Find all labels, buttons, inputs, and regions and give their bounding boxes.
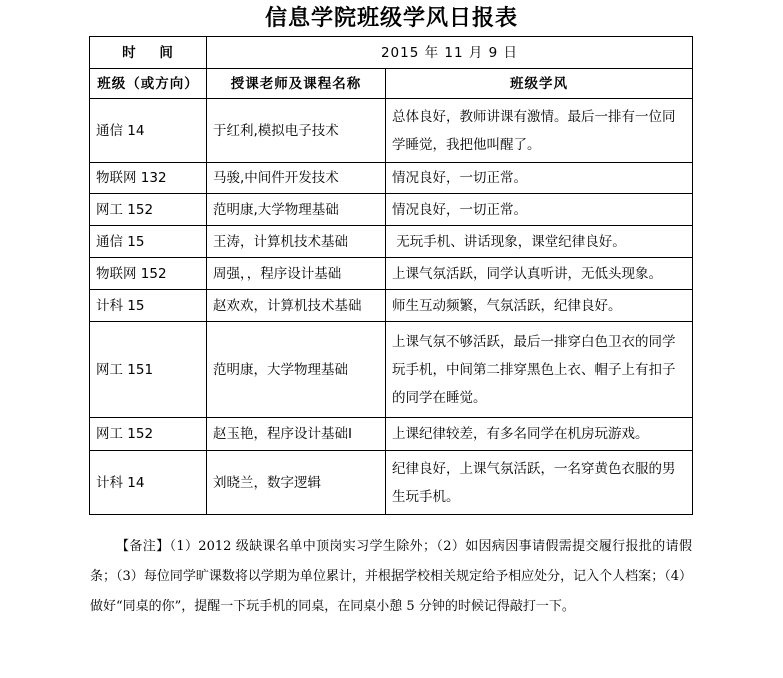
column-header-teacher-course: 授课老师及课程名称 bbox=[207, 69, 386, 99]
table-row bbox=[90, 194, 693, 226]
style-cell: 无玩手机、讲话现象，课堂纪律良好。 bbox=[386, 226, 693, 258]
page-title: 信息学院班级学风日报表 bbox=[264, 5, 518, 31]
class-cell: 计科 14 bbox=[90, 451, 207, 515]
style-cell: 纪律良好，上课气氛活跃，一名穿黄色衣服的男生玩手机。 bbox=[386, 451, 693, 515]
class-cell: 物联网 152 bbox=[90, 258, 207, 290]
column-header-row bbox=[90, 69, 693, 99]
style-cell: 上课气氛活跃，同学认真听讲，无低头现象。 bbox=[386, 258, 693, 290]
teacher-course-cell: 王涛，计算机技术基础 bbox=[207, 226, 386, 258]
teacher-course-cell: 刘晓兰，数字逻辑 bbox=[207, 451, 386, 515]
table-row bbox=[90, 290, 693, 322]
class-cell: 计科 15 bbox=[90, 290, 207, 322]
style-cell: 总体良好，教师讲课有激情。最后一排有一位同学睡觉，我把他叫醒了。 bbox=[386, 99, 693, 163]
style-cell: 上课纪律较差，有多名同学在机房玩游戏。 bbox=[386, 418, 693, 451]
class-cell: 网工 151 bbox=[90, 322, 207, 418]
time-row bbox=[90, 37, 693, 69]
teacher-course-cell: 范明康,大学物理基础 bbox=[207, 194, 386, 226]
table-row bbox=[90, 226, 693, 258]
teacher-course-cell: 马骏,中间件开发技术 bbox=[207, 163, 386, 194]
report-date: 2015 年 11 月 9 日 bbox=[207, 37, 693, 69]
teacher-course-cell: 赵玉艳，程序设计基础Ⅰ bbox=[207, 418, 386, 451]
table-row bbox=[90, 322, 693, 418]
style-cell: 师生互动频繁，气氛活跃，纪律良好。 bbox=[386, 290, 693, 322]
report-table bbox=[89, 36, 693, 515]
table-row bbox=[90, 99, 693, 163]
column-header-style: 班级学风 bbox=[386, 69, 693, 99]
class-cell: 网工 152 bbox=[90, 418, 207, 451]
table-row bbox=[90, 418, 693, 451]
table-row bbox=[90, 163, 693, 194]
style-cell: 上课气氛不够活跃，最后一排穿白色卫衣的同学玩手机，中间第二排穿黑色上衣、帽子上有扣子的同学在睡觉。 bbox=[386, 322, 693, 418]
style-cell: 情况良好，一切正常。 bbox=[386, 194, 693, 226]
class-cell: 物联网 132 bbox=[90, 163, 207, 194]
teacher-course-cell: 范明康，大学物理基础 bbox=[207, 322, 386, 418]
teacher-course-cell: 赵欢欢，计算机技术基础 bbox=[207, 290, 386, 322]
column-header-class: 班级（或方向） bbox=[90, 69, 207, 99]
style-cell: 情况良好，一切正常。 bbox=[386, 163, 693, 194]
teacher-course-cell: 于红利,模拟电子技术 bbox=[207, 99, 386, 163]
class-cell: 通信 14 bbox=[90, 99, 207, 163]
time-label: 时 间 bbox=[90, 37, 207, 69]
notes-paragraph: 【备注】（1）2012 级缺课名单中顶岗实习学生除外；（2）如因病因事请假需提交履行报批的请假条；（3）每位同学旷课数将以学期为单位累计，并根据学校相关规定给予相应处分，记入个人档案；（4）做好“同桌的你”，提醒一下玩手机的同桌，在同桌小憩 5 分钟的时候记得敲打一下。 bbox=[90, 539, 692, 614]
table-row bbox=[90, 451, 693, 515]
class-cell: 网工 152 bbox=[90, 194, 207, 226]
teacher-course-cell: 周强，，程序设计基础 bbox=[207, 258, 386, 290]
class-cell: 通信 15 bbox=[90, 226, 207, 258]
table-row bbox=[90, 258, 693, 290]
